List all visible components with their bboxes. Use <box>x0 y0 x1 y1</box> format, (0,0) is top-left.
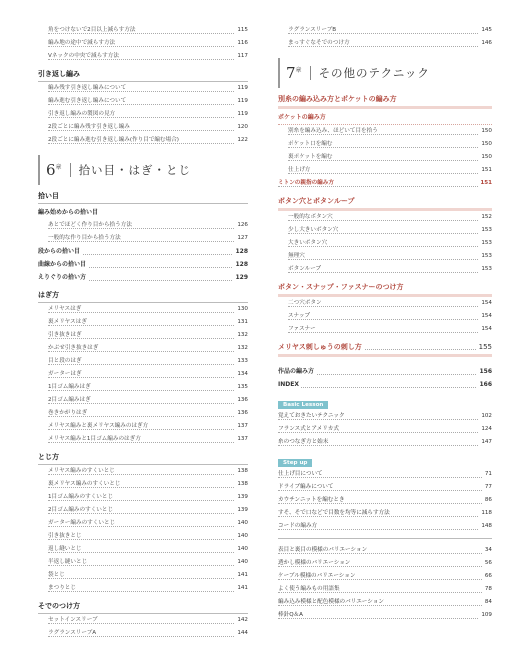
basic-lesson-tag: Basic Lesson <box>278 401 328 409</box>
toc-entry-page: 137 <box>235 433 248 446</box>
toc-entry-page: 140 <box>235 543 248 556</box>
toc-entry <box>278 211 492 224</box>
toc-entry-title: まっすぐなそでのつけ方 <box>288 40 350 46</box>
toc-entry-page: 141 <box>235 569 248 582</box>
toc-entry-page: 145 <box>479 24 492 37</box>
toc-entry-title: 編み込み模様と配色模様のバリエーション <box>278 599 384 605</box>
toc-entry-title: 編み進む引き返し編みについて <box>48 98 127 104</box>
toc-entry <box>38 258 248 271</box>
toc-entry-page: 129 <box>233 271 248 284</box>
toc-entry-page: 148 <box>479 520 492 533</box>
toc-entry-page: 156 <box>477 365 492 378</box>
toc-entry-title: 引き抜きはぎ <box>48 332 82 338</box>
toc-entry-page: 102 <box>479 410 492 423</box>
toc-entry <box>38 491 248 504</box>
toc-entry-title: 仕上げ目について <box>278 471 323 477</box>
toc-entry-title: メリヤス編みと裏メリヤス編みのはぎ方 <box>48 423 149 429</box>
toc-entry <box>278 164 492 177</box>
toc-entry <box>38 232 248 245</box>
miton-row: ミトンの親指の編み方 151 <box>278 177 492 190</box>
toc-entry-page: 120 <box>235 121 248 134</box>
toc-entry-page: 139 <box>235 491 248 504</box>
toc-entry-page: 133 <box>235 355 248 368</box>
toc-entry <box>38 504 248 517</box>
toc-entry-title: 引き抜きとじ <box>48 533 82 539</box>
toc-entry <box>38 368 248 381</box>
toc-entry <box>278 138 492 151</box>
toc-entry-page: 127 <box>235 232 248 245</box>
toc-entry-title: カウチンニットを編むとき <box>278 497 345 503</box>
toc-entry <box>38 271 248 284</box>
toc-entry-page: 134 <box>235 368 248 381</box>
toc-entry <box>38 121 248 134</box>
toc-entry-title: 2目ゴム編みはぎ <box>48 397 91 403</box>
toc-entry-page: 138 <box>235 465 248 478</box>
sode-list <box>38 614 248 640</box>
toc-entry-title: ボタンループ <box>288 266 322 272</box>
toc-entry-title: 別糸を編み込み、ほどいて目を拾う <box>288 128 378 134</box>
toc-entry <box>278 250 492 263</box>
toc-entry <box>38 614 248 627</box>
section-hagi: はぎ方 <box>38 288 248 303</box>
toc-entry <box>38 433 248 446</box>
section-hikinuki: 引き返し編み <box>38 67 248 82</box>
toc-entry <box>38 82 248 95</box>
toc-entry <box>278 24 492 37</box>
toc-entry <box>278 609 492 622</box>
toc-entry-page: 34 <box>483 544 492 557</box>
toc-entry-title: 棒針Q＆A <box>278 612 304 618</box>
toc-entry-page: 116 <box>235 37 248 50</box>
step-up-tag: Step up <box>278 459 312 467</box>
subsection-amihajime: 編み始めからの拾い目 <box>38 209 99 216</box>
toc-entry-title: 裏ポケットを編む <box>288 154 333 160</box>
chapter-number: $6^章$ <box>46 161 62 179</box>
fastener-list <box>278 297 492 336</box>
toc-entry-page: 154 <box>479 297 492 310</box>
toc-entry-title: 一般的なボタン穴 <box>288 214 333 220</box>
toc-entry-title: ケーブル模様のバリエーション <box>278 573 356 579</box>
toc-entry-page: 115 <box>235 24 248 37</box>
toc-entry-title: 一般的な作り目から拾う方法 <box>48 235 121 241</box>
toc-entry-page: 131 <box>235 316 248 329</box>
toc-entry-page: 142 <box>235 614 248 627</box>
right-column <box>278 0 492 622</box>
toc-entry-title: 裏メリヤスはぎ <box>48 319 87 325</box>
toc-entry-title: ガーターはぎ <box>48 371 82 377</box>
section-sode: そでのつけ方 <box>38 599 248 614</box>
toc-entry <box>38 342 248 355</box>
toc-entry-page: 147 <box>479 436 492 449</box>
toc-entry-title: 糸のつなぎ方と始末 <box>278 439 329 445</box>
toc-entry <box>38 556 248 569</box>
toc-entry <box>278 596 492 609</box>
toc-entry-page: 153 <box>479 237 492 250</box>
chapter-title: 拾い目・はぎ・とじ <box>78 163 192 177</box>
toc-entry-title: メリヤス編みのすくいとじ <box>48 468 115 474</box>
toc-entry-page: 130 <box>235 303 248 316</box>
toc-entry-title: 編み残す引き返し編みについて <box>48 85 127 91</box>
toc-entry-title: よく使う編みもの用語集 <box>278 586 340 592</box>
toc-entry-title: 無理穴 <box>288 253 305 259</box>
toc-entry-title: まつりとじ <box>48 585 76 591</box>
toc-entry-page: 154 <box>479 310 492 323</box>
toc-entry-page: 152 <box>479 211 492 224</box>
toc-entry-title: ラグランスリーブA <box>48 630 97 636</box>
toc-entry-title: 二つ穴ボタン <box>288 300 322 306</box>
toc-entry <box>278 544 492 557</box>
toc-entry <box>38 543 248 556</box>
toc-entry-title: 2段ごとに編み進む引き返し編み(作り目で編む場合) <box>48 137 179 143</box>
toc-entry <box>278 436 492 449</box>
toc-entry-page: 140 <box>235 556 248 569</box>
toc-entry-title: 曲線からの拾い目 <box>38 261 87 268</box>
toc-entry-title: あとでほどく作り目から拾う方法 <box>48 222 132 228</box>
toc-entry-title: フランス式とアメリカ式 <box>278 426 339 432</box>
toc-entry-page: 150 <box>479 138 492 151</box>
toc-entry-page: 139 <box>235 504 248 517</box>
toc-entry <box>278 423 492 436</box>
toc-entry-title: 編み地の途中で減らす方法 <box>48 40 116 46</box>
toc-entry-page: 119 <box>235 108 248 121</box>
section-hiroime: 拾い目 <box>38 189 248 204</box>
toc-entry <box>278 237 492 250</box>
toc-entry-page: 150 <box>479 151 492 164</box>
toc-entry <box>38 303 248 316</box>
toc-entry <box>278 224 492 237</box>
toc-entry <box>38 37 248 50</box>
toc-entry-title: セットインスリーブ <box>48 617 98 623</box>
toc-entry <box>278 410 492 423</box>
toc-entry-page: 140 <box>235 517 248 530</box>
toc-entry-page: 166 <box>477 378 492 391</box>
toji-list <box>38 465 248 595</box>
toc-entry-title: コードの編み方 <box>278 523 318 529</box>
toc-entry-title: 裏メリヤス編みのすくいとじ <box>48 481 121 487</box>
chapter-number: $7^章$ <box>286 64 302 82</box>
button-list <box>278 211 492 276</box>
toc-entry-title: ファスナー <box>288 326 316 332</box>
toc-entry-page: 153 <box>479 224 492 237</box>
toc-entry-title: 目と段のはぎ <box>48 358 82 364</box>
toc-entry-page: 146 <box>479 37 492 50</box>
toc-entry-title: メリヤス編みと1目ゴム編みのはぎ方 <box>48 436 141 442</box>
end-list <box>278 365 492 391</box>
toc-entry <box>38 569 248 582</box>
toc-entry <box>278 494 492 507</box>
amihajime-list <box>38 219 248 245</box>
toc-entry-title: 覚えておきたいテクニック <box>278 413 345 419</box>
toc-entry-title: スナップ <box>288 313 311 319</box>
toc-entry-page: 124 <box>479 423 492 436</box>
toc-entry <box>38 219 248 232</box>
right-top-list <box>278 24 492 50</box>
section-shishu: メリヤス刺しゅうの刺し方 155 <box>278 340 492 357</box>
toc-entry-page: 86 <box>483 494 492 507</box>
toc-entry <box>278 263 492 276</box>
hiroi-bold-list <box>38 245 248 284</box>
toc-entry <box>278 378 492 391</box>
toc-entry <box>38 316 248 329</box>
toc-entry-title: 大きいボタン穴 <box>288 240 328 246</box>
toc-entry <box>278 323 492 336</box>
toc-entry-title: 引き返し編みの製図の見方 <box>48 111 116 117</box>
toc-entry <box>38 50 248 63</box>
toc-entry-page: 137 <box>235 420 248 433</box>
section-toji: とじ方 <box>38 450 248 465</box>
toc-entry <box>38 420 248 433</box>
hikinuki-list <box>38 82 248 147</box>
toc-entry-title: ドライブ編みについて <box>278 484 334 490</box>
chapter-7-heading <box>278 58 492 88</box>
toc-entry <box>278 125 492 138</box>
toc-entry <box>278 507 492 520</box>
toc-entry <box>38 108 248 121</box>
left-top-list <box>38 24 248 63</box>
section-button: ボタン穴とボタンループ <box>278 194 492 211</box>
toc-entry <box>38 478 248 491</box>
toc-entry-title: 角をつけないで2目以上減らす方法 <box>48 27 136 33</box>
toc-entry-page: 136 <box>235 394 248 407</box>
toc-entry <box>278 37 492 50</box>
toc-entry-page: 132 <box>235 342 248 355</box>
left-column <box>38 0 248 640</box>
toc-entry-title: 表目と裏目の模様のバリエーション <box>278 547 368 553</box>
section-fastener: ボタン・スナップ・ファスナーのつけ方 <box>278 280 492 297</box>
toc-entry-page: 154 <box>479 323 492 336</box>
toc-entry-page: 153 <box>479 263 492 276</box>
toc-entry-title: 袋とじ <box>48 572 65 578</box>
toc-entry <box>38 134 248 147</box>
toc-entry-page: 71 <box>483 468 492 481</box>
toc-entry-page: 135 <box>235 381 248 394</box>
pocket-list <box>278 125 492 177</box>
toc-entry-page: 153 <box>479 250 492 263</box>
toc-entry-page: 84 <box>483 596 492 609</box>
hagi-list <box>38 303 248 446</box>
toc-entry <box>38 407 248 420</box>
toc-entry-page: 150 <box>479 125 492 138</box>
toc-entry-page: 66 <box>483 570 492 583</box>
toc-entry <box>278 481 492 494</box>
toc-entry-title: 返し縫いとじ <box>48 546 82 552</box>
toc-entry-title: 作品の編み方 <box>278 368 315 375</box>
toc-entry <box>278 583 492 596</box>
toc-entry <box>38 381 248 394</box>
toc-entry <box>38 329 248 342</box>
toc-entry <box>278 520 492 533</box>
toc-entry <box>38 24 248 37</box>
section-betsu: 別糸の編み込み方とポケットの編み方 <box>278 92 492 109</box>
toc-entry-title: 少し大きいボタン穴 <box>288 227 339 233</box>
toc-entry-page: 132 <box>235 329 248 342</box>
toc-entry-page: 117 <box>235 50 248 63</box>
toc-entry-title: 半返し縫いとじ <box>48 559 88 565</box>
toc-entry <box>278 570 492 583</box>
toc-entry-page: 144 <box>235 627 248 640</box>
toc-entry <box>38 95 248 108</box>
toc-entry-page: 78 <box>483 583 492 596</box>
toc-entry-page: 109 <box>479 609 492 622</box>
toc-entry <box>38 517 248 530</box>
toc-entry-title: INDEX <box>278 381 299 388</box>
toc-entry <box>278 297 492 310</box>
toc-entry-title: 1目ゴム編みのすくいとじ <box>48 494 114 500</box>
toc-entry <box>278 151 492 164</box>
toc-entry-title: Vネックの中央で減らす方法 <box>48 53 119 59</box>
toc-entry-page: 128 <box>233 245 248 258</box>
toc-entry-title: ラグランスリーブB <box>288 27 337 33</box>
toc-entry <box>38 245 248 258</box>
toc-entry-title: えりぐりの拾い方 <box>38 274 87 281</box>
toc-entry-page: 119 <box>235 95 248 108</box>
toc-entry <box>38 465 248 478</box>
toc-entry-page: 126 <box>235 219 248 232</box>
toc-entry <box>278 365 492 378</box>
toc-entry-page: 128 <box>233 258 248 271</box>
toc-entry-page: 56 <box>483 557 492 570</box>
toc-entry <box>38 355 248 368</box>
toc-entry-title: かぶせ引き抜きはぎ <box>48 345 99 351</box>
toc-entry-page: 136 <box>235 407 248 420</box>
toc-entry <box>38 530 248 543</box>
toc-entry-title: 2段ごとに編み残す引き返し編み <box>48 124 130 130</box>
toc-entry <box>38 582 248 595</box>
toc-entry-page: 118 <box>479 507 492 520</box>
toc-entry-page: 151 <box>479 164 492 177</box>
toc-entry-page: 138 <box>235 478 248 491</box>
chapter-6-heading <box>38 155 248 185</box>
chapter-title: その他のテクニック <box>318 66 430 80</box>
toc-entry-page: 141 <box>235 582 248 595</box>
toc-entry <box>278 310 492 323</box>
toc-entry-title: 巻きかがりはぎ <box>48 410 88 416</box>
basic-list <box>278 410 492 449</box>
toc-entry-title: 透かし模様のバリエーション <box>278 560 351 566</box>
toc-entry <box>38 627 248 640</box>
toc-entry-page: 140 <box>235 530 248 543</box>
toc-entry <box>278 468 492 481</box>
toc-entry-title: メリヤスはぎ <box>48 306 82 312</box>
toc-entry-title: 1目ゴム編みはぎ <box>48 384 91 390</box>
toc-entry-title: ガーター編みのすくいとじ <box>48 520 116 526</box>
step-list <box>278 468 492 533</box>
subsection-pocket: ポケットの編み方 <box>278 111 492 125</box>
toc-entry-page: 122 <box>235 134 248 147</box>
toc-entry-title: 2目ゴム編みのすくいとじ <box>48 507 114 513</box>
toc-entry-page: 77 <box>483 481 492 494</box>
toc-entry-page: 119 <box>235 82 248 95</box>
misc-list <box>278 544 492 622</box>
toc-entry <box>38 394 248 407</box>
toc-entry-title: 仕上げ方 <box>288 167 311 173</box>
toc-entry-title: 段からの拾い目 <box>38 248 81 255</box>
toc-entry-title: ポケット口を編む <box>288 141 333 147</box>
toc-entry-title: すそ、そで口などで目数を均等に減らす方法 <box>278 510 390 516</box>
toc-entry <box>278 557 492 570</box>
